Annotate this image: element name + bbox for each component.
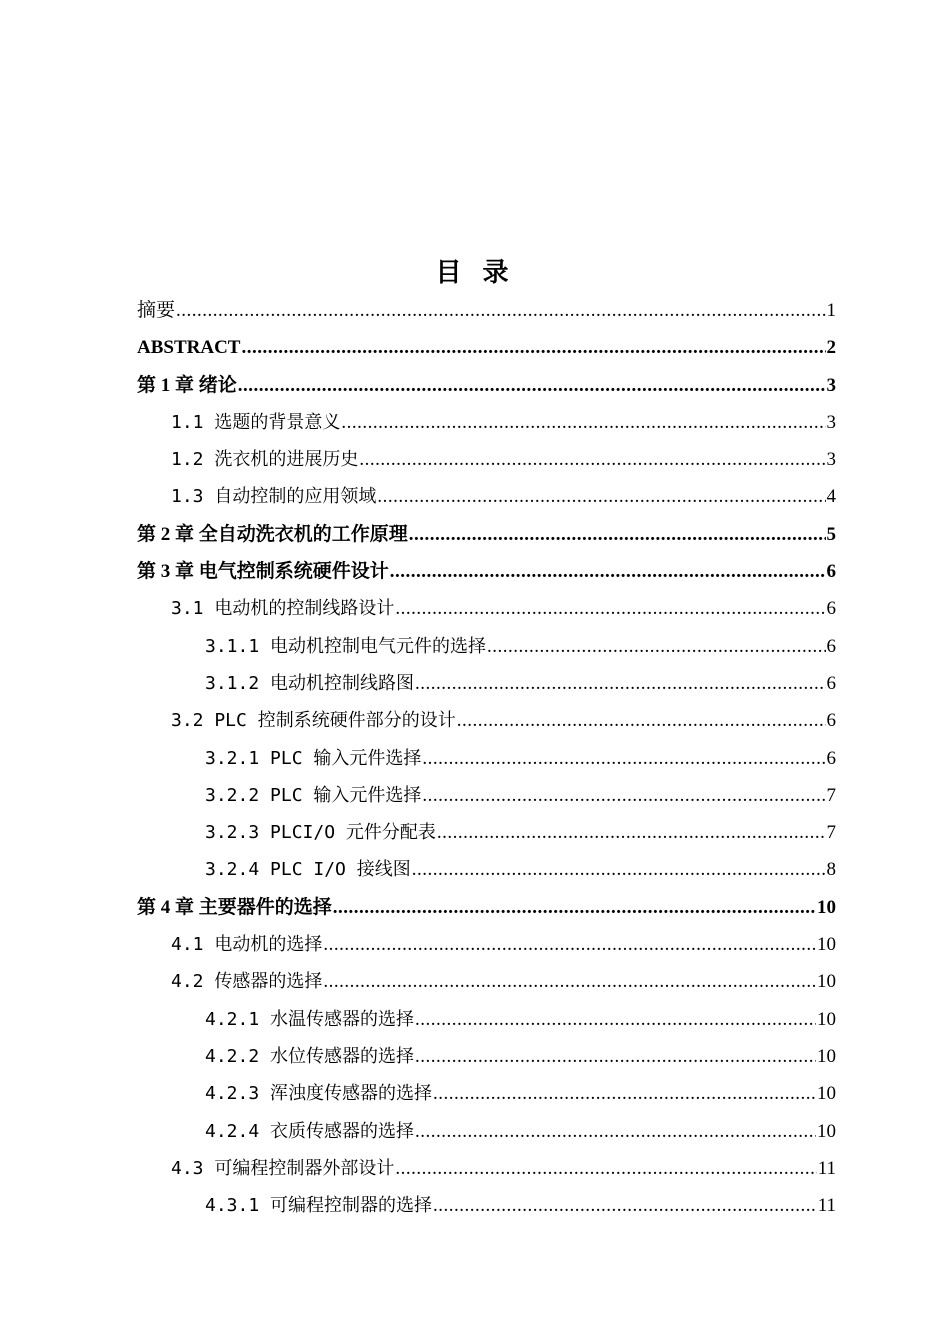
toc-entry-label: 第 3 章 电气控制系统硬件设计 bbox=[137, 561, 389, 583]
toc-entry-page: 6 bbox=[826, 672, 836, 694]
toc-entry-page: 2 bbox=[826, 337, 836, 359]
toc-title: 目 录 bbox=[435, 258, 515, 288]
toc-entry-label: 3.2.1 PLC 输入元件选择 bbox=[205, 747, 422, 769]
toc-entry[interactable] bbox=[137, 292, 836, 329]
toc-entry-page: 6 bbox=[826, 635, 836, 657]
toc-entry[interactable] bbox=[137, 628, 836, 665]
toc-leader-dots bbox=[323, 926, 816, 963]
toc-entry[interactable] bbox=[137, 851, 836, 888]
toc-entry-page: 10 bbox=[817, 1008, 836, 1030]
toc-entry-label: 摘要 bbox=[137, 300, 176, 321]
toc-leader-dots bbox=[415, 1113, 816, 1150]
toc-leader-dots bbox=[433, 1187, 817, 1224]
toc-leader-dots bbox=[433, 1075, 816, 1112]
toc-entry-label: 3.1 电动机的控制线路设计 bbox=[171, 598, 395, 620]
toc-entry-label: 4.1 电动机的选择 bbox=[171, 934, 323, 956]
toc-leader-dots bbox=[341, 404, 825, 441]
toc-entry-page: 10 bbox=[817, 934, 836, 956]
toc-entry[interactable] bbox=[137, 777, 836, 814]
toc-entry-page: 10 bbox=[817, 971, 836, 993]
toc-entry[interactable] bbox=[137, 329, 836, 366]
toc-leader-dots bbox=[377, 478, 825, 515]
toc-entry-label: 3.2.3 PLCI/O 元件分配表 bbox=[205, 822, 436, 844]
toc-entry-page: 1 bbox=[826, 300, 836, 321]
toc-entry[interactable] bbox=[137, 1187, 836, 1224]
toc-entry-page: 11 bbox=[817, 1195, 836, 1217]
toc-entry[interactable] bbox=[137, 1113, 836, 1150]
toc-leader-dots bbox=[422, 777, 825, 814]
toc-entry-page: 8 bbox=[826, 859, 836, 881]
toc-entry[interactable] bbox=[137, 889, 836, 926]
toc-entry-label: 4.3.1 可编程控制器的选择 bbox=[205, 1195, 433, 1217]
toc-entry[interactable] bbox=[137, 740, 836, 777]
toc-entry[interactable] bbox=[137, 963, 836, 1000]
toc-leader-dots bbox=[176, 292, 825, 329]
toc-entry[interactable] bbox=[137, 926, 836, 963]
toc-entry-label: 第 4 章 主要器件的选择 bbox=[137, 896, 332, 918]
toc-leader-dots bbox=[238, 367, 826, 404]
toc-entry[interactable] bbox=[137, 702, 836, 739]
toc-entry-label: 4.2.3 浑浊度传感器的选择 bbox=[205, 1083, 433, 1105]
toc-entry-label: 4.2.1 水温传感器的选择 bbox=[205, 1008, 415, 1030]
toc-leader-dots bbox=[487, 628, 825, 665]
toc-entry[interactable] bbox=[137, 516, 836, 553]
toc-entry-page: 6 bbox=[826, 710, 836, 732]
toc-entry-page: 11 bbox=[817, 1157, 836, 1179]
toc-leader-dots bbox=[437, 814, 826, 851]
toc-entry-page: 3 bbox=[826, 374, 836, 396]
table-of-contents bbox=[137, 292, 836, 1224]
toc-leader-dots bbox=[409, 516, 826, 553]
toc-entry[interactable] bbox=[137, 1150, 836, 1187]
toc-leader-dots bbox=[457, 702, 826, 739]
toc-entry-label: 1.1 选题的背景意义 bbox=[171, 411, 341, 433]
toc-entry-label: 4.3 可编程控制器外部设计 bbox=[171, 1157, 395, 1179]
toc-entry[interactable] bbox=[137, 553, 836, 590]
toc-entry-page: 10 bbox=[817, 1120, 836, 1142]
toc-entry-page: 10 bbox=[817, 896, 836, 918]
toc-entry[interactable] bbox=[137, 404, 836, 441]
toc-entry-label: 1.2 洗衣机的进展历史 bbox=[171, 449, 359, 471]
toc-leader-dots bbox=[390, 553, 826, 590]
toc-leader-dots bbox=[395, 1150, 816, 1187]
toc-leader-dots bbox=[359, 441, 825, 478]
toc-entry-label: 3.1.1 电动机控制电气元件的选择 bbox=[205, 635, 487, 657]
toc-entry-label: 4.2.4 衣质传感器的选择 bbox=[205, 1120, 415, 1142]
toc-entry-label: 4.2 传感器的选择 bbox=[171, 971, 323, 993]
toc-entry-page: 6 bbox=[826, 598, 836, 620]
toc-entry-page: 3 bbox=[826, 449, 836, 471]
toc-entry[interactable] bbox=[137, 1038, 836, 1075]
toc-entry-page: 6 bbox=[826, 561, 836, 583]
toc-leader-dots bbox=[323, 963, 816, 1000]
toc-entry-page: 5 bbox=[826, 523, 836, 545]
toc-entry[interactable] bbox=[137, 814, 836, 851]
toc-entry[interactable] bbox=[137, 367, 836, 404]
toc-entry-label: 3.2 PLC 控制系统硬件部分的设计 bbox=[171, 710, 456, 732]
toc-leader-dots bbox=[395, 590, 825, 627]
toc-leader-dots bbox=[241, 329, 825, 366]
toc-entry-label: 第 2 章 全自动洗衣机的工作原理 bbox=[137, 523, 408, 545]
toc-leader-dots bbox=[415, 665, 825, 702]
toc-entry-page: 4 bbox=[826, 486, 836, 508]
toc-entry-page: 6 bbox=[826, 747, 836, 769]
toc-entry-page: 7 bbox=[826, 822, 836, 844]
toc-leader-dots bbox=[415, 1001, 816, 1038]
toc-entry-label: 3.2.2 PLC 输入元件选择 bbox=[205, 784, 422, 806]
toc-entry-label: 3.2.4 PLC I/O 接线图 bbox=[205, 859, 411, 881]
toc-entry[interactable] bbox=[137, 441, 836, 478]
toc-entry-label: 1.3 自动控制的应用领域 bbox=[171, 486, 377, 508]
toc-entry-page: 10 bbox=[817, 1045, 836, 1067]
toc-entry[interactable] bbox=[137, 478, 836, 515]
toc-entry[interactable] bbox=[137, 1075, 836, 1112]
toc-leader-dots bbox=[412, 851, 826, 888]
toc-leader-dots bbox=[422, 740, 825, 777]
toc-entry[interactable] bbox=[137, 590, 836, 627]
toc-entry[interactable] bbox=[137, 665, 836, 702]
toc-entry-label: 3.1.2 电动机控制线路图 bbox=[205, 672, 415, 694]
toc-entry-label: 4.2.2 水位传感器的选择 bbox=[205, 1045, 415, 1067]
toc-entry-page: 7 bbox=[826, 784, 836, 806]
toc-entry-label: ABSTRACT bbox=[137, 337, 241, 359]
toc-leader-dots bbox=[415, 1038, 816, 1075]
toc-entry[interactable] bbox=[137, 1001, 836, 1038]
toc-entry-page: 10 bbox=[817, 1083, 836, 1105]
toc-entry-label: 第 1 章 绪论 bbox=[137, 374, 237, 396]
toc-leader-dots bbox=[333, 889, 816, 926]
toc-entry-page: 3 bbox=[826, 411, 836, 433]
